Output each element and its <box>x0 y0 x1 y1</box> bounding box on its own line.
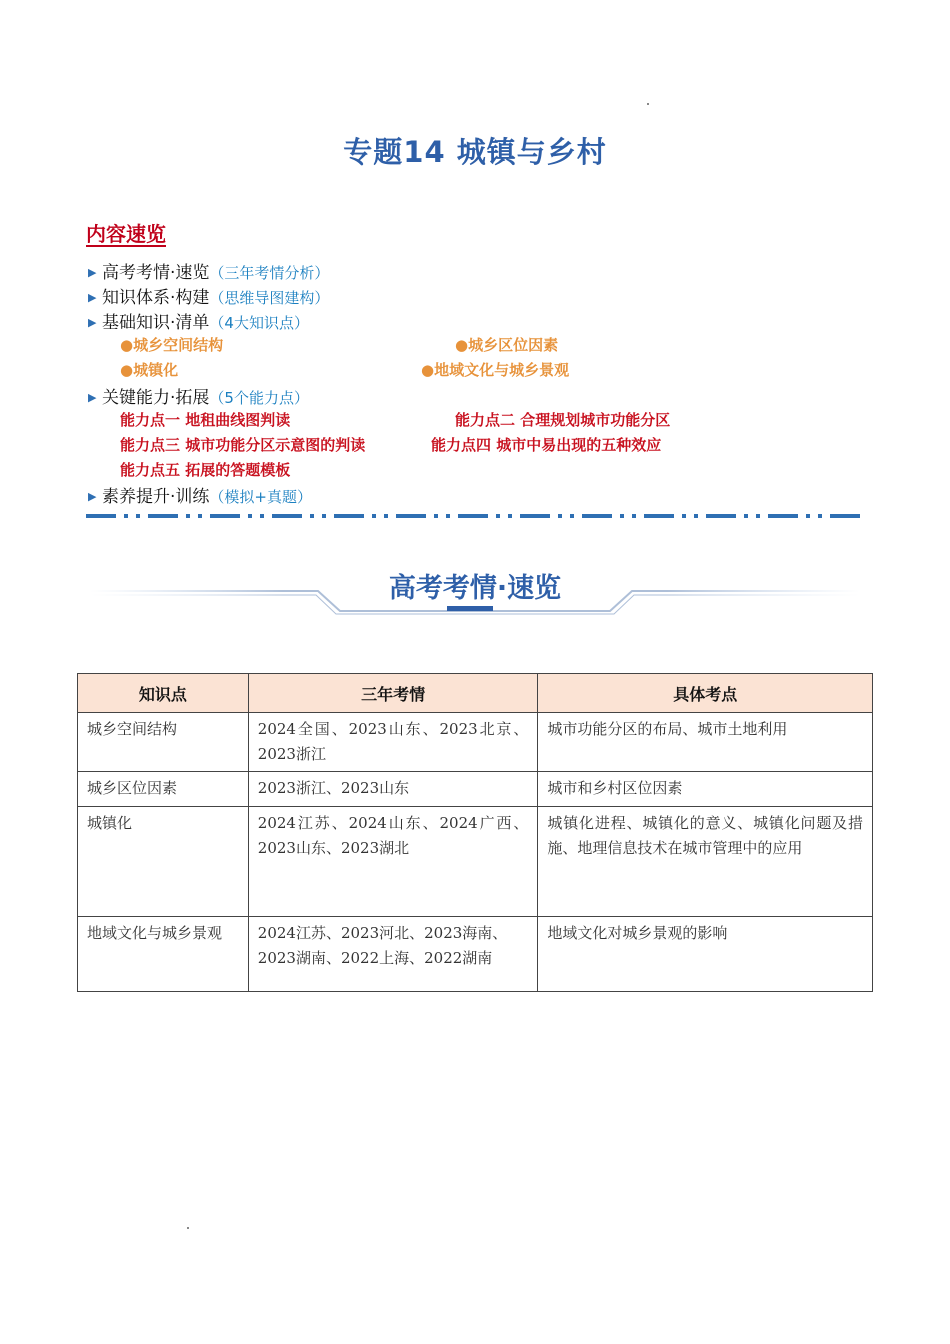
table-row <box>78 807 873 917</box>
toc-item-basic-knowledge <box>88 308 309 333</box>
toc-item-exam-overview <box>88 258 329 283</box>
triangle-icon: ▶ <box>88 316 97 329</box>
toc-label: 基础知识·清单 <box>102 313 210 333</box>
ability-point: 能力点一 地租曲线图判读 <box>120 411 291 429</box>
toc-note: （5个能力点） <box>209 389 309 407</box>
toc-item-literacy-training <box>88 482 312 507</box>
table-cell: 2024江苏、2023河北、2023海南、2023湖南、2022上海、2022湖南 <box>248 917 538 992</box>
toc-note: （模拟+真题） <box>209 488 312 506</box>
table-row <box>78 917 873 992</box>
triangle-icon: ▶ <box>88 490 97 503</box>
table-cell: 城市和乡村区位因素 <box>538 772 873 807</box>
table-cell: 城乡空间结构 <box>78 713 249 772</box>
table-cell: 城镇化 <box>78 807 249 917</box>
knowledge-point: ●地域文化与城乡景观 <box>421 361 570 379</box>
table-row <box>78 713 873 772</box>
toc-item-knowledge-system <box>88 283 329 308</box>
table-cell: 城乡区位因素 <box>78 772 249 807</box>
toc-note: （三年考情分析） <box>209 264 330 282</box>
table-cell: 2024全国、2023山东、2023北京、2023浙江 <box>248 713 538 772</box>
column-header: 具体考点 <box>538 674 873 713</box>
toc-item-key-ability <box>88 383 309 408</box>
triangle-icon: ▶ <box>88 266 97 279</box>
ability-point: 能力点二 合理规划城市功能分区 <box>455 411 671 429</box>
knowledge-point: ●城乡区位因素 <box>455 336 559 354</box>
table-cell: 城镇化进程、城镇化的意义、城镇化问题及措施、地理信息技术在城市管理中的应用 <box>538 807 873 917</box>
knowledge-point: ●城乡空间结构 <box>120 336 224 354</box>
table-cell: 城市功能分区的布局、城市土地利用 <box>538 713 873 772</box>
toc-note: （4大知识点） <box>209 314 309 332</box>
toc-label: 关键能力·拓展 <box>102 388 210 408</box>
page-title: 专题14 城镇与乡村 <box>343 135 607 169</box>
ability-point: 能力点三 城市功能分区示意图的判读 <box>120 436 366 454</box>
column-header: 知识点 <box>78 674 249 713</box>
overview-label: 内容速览 <box>86 222 166 246</box>
toc-label: 素养提升·训练 <box>102 487 210 507</box>
table-header-row <box>78 674 873 713</box>
triangle-icon: ▶ <box>88 391 97 404</box>
speck <box>187 1227 189 1229</box>
table-cell: 2023浙江、2023山东 <box>248 772 538 807</box>
exam-analysis-table <box>77 673 873 992</box>
toc-label: 高考考情·速览 <box>102 263 210 283</box>
triangle-icon: ▶ <box>88 291 97 304</box>
table-cell: 地域文化对城乡景观的影响 <box>538 917 873 992</box>
ability-point: 能力点四 城市中易出现的五种效应 <box>431 436 662 454</box>
ability-point: 能力点五 拓展的答题模板 <box>120 461 291 479</box>
column-header: 三年考情 <box>248 674 538 713</box>
toc-label: 知识体系·构建 <box>102 288 210 308</box>
table-cell: 地域文化与城乡景观 <box>78 917 249 992</box>
section-divider <box>86 512 866 520</box>
section-banner-title: 高考考情·速览 <box>388 573 562 604</box>
knowledge-point: ●城镇化 <box>120 361 179 379</box>
speck <box>647 103 649 105</box>
table-row <box>78 772 873 807</box>
toc-note: （思维导图建构） <box>209 289 330 307</box>
table-cell: 2024江苏、2024山东、2024广西、2023山东、2023湖北 <box>248 807 538 917</box>
